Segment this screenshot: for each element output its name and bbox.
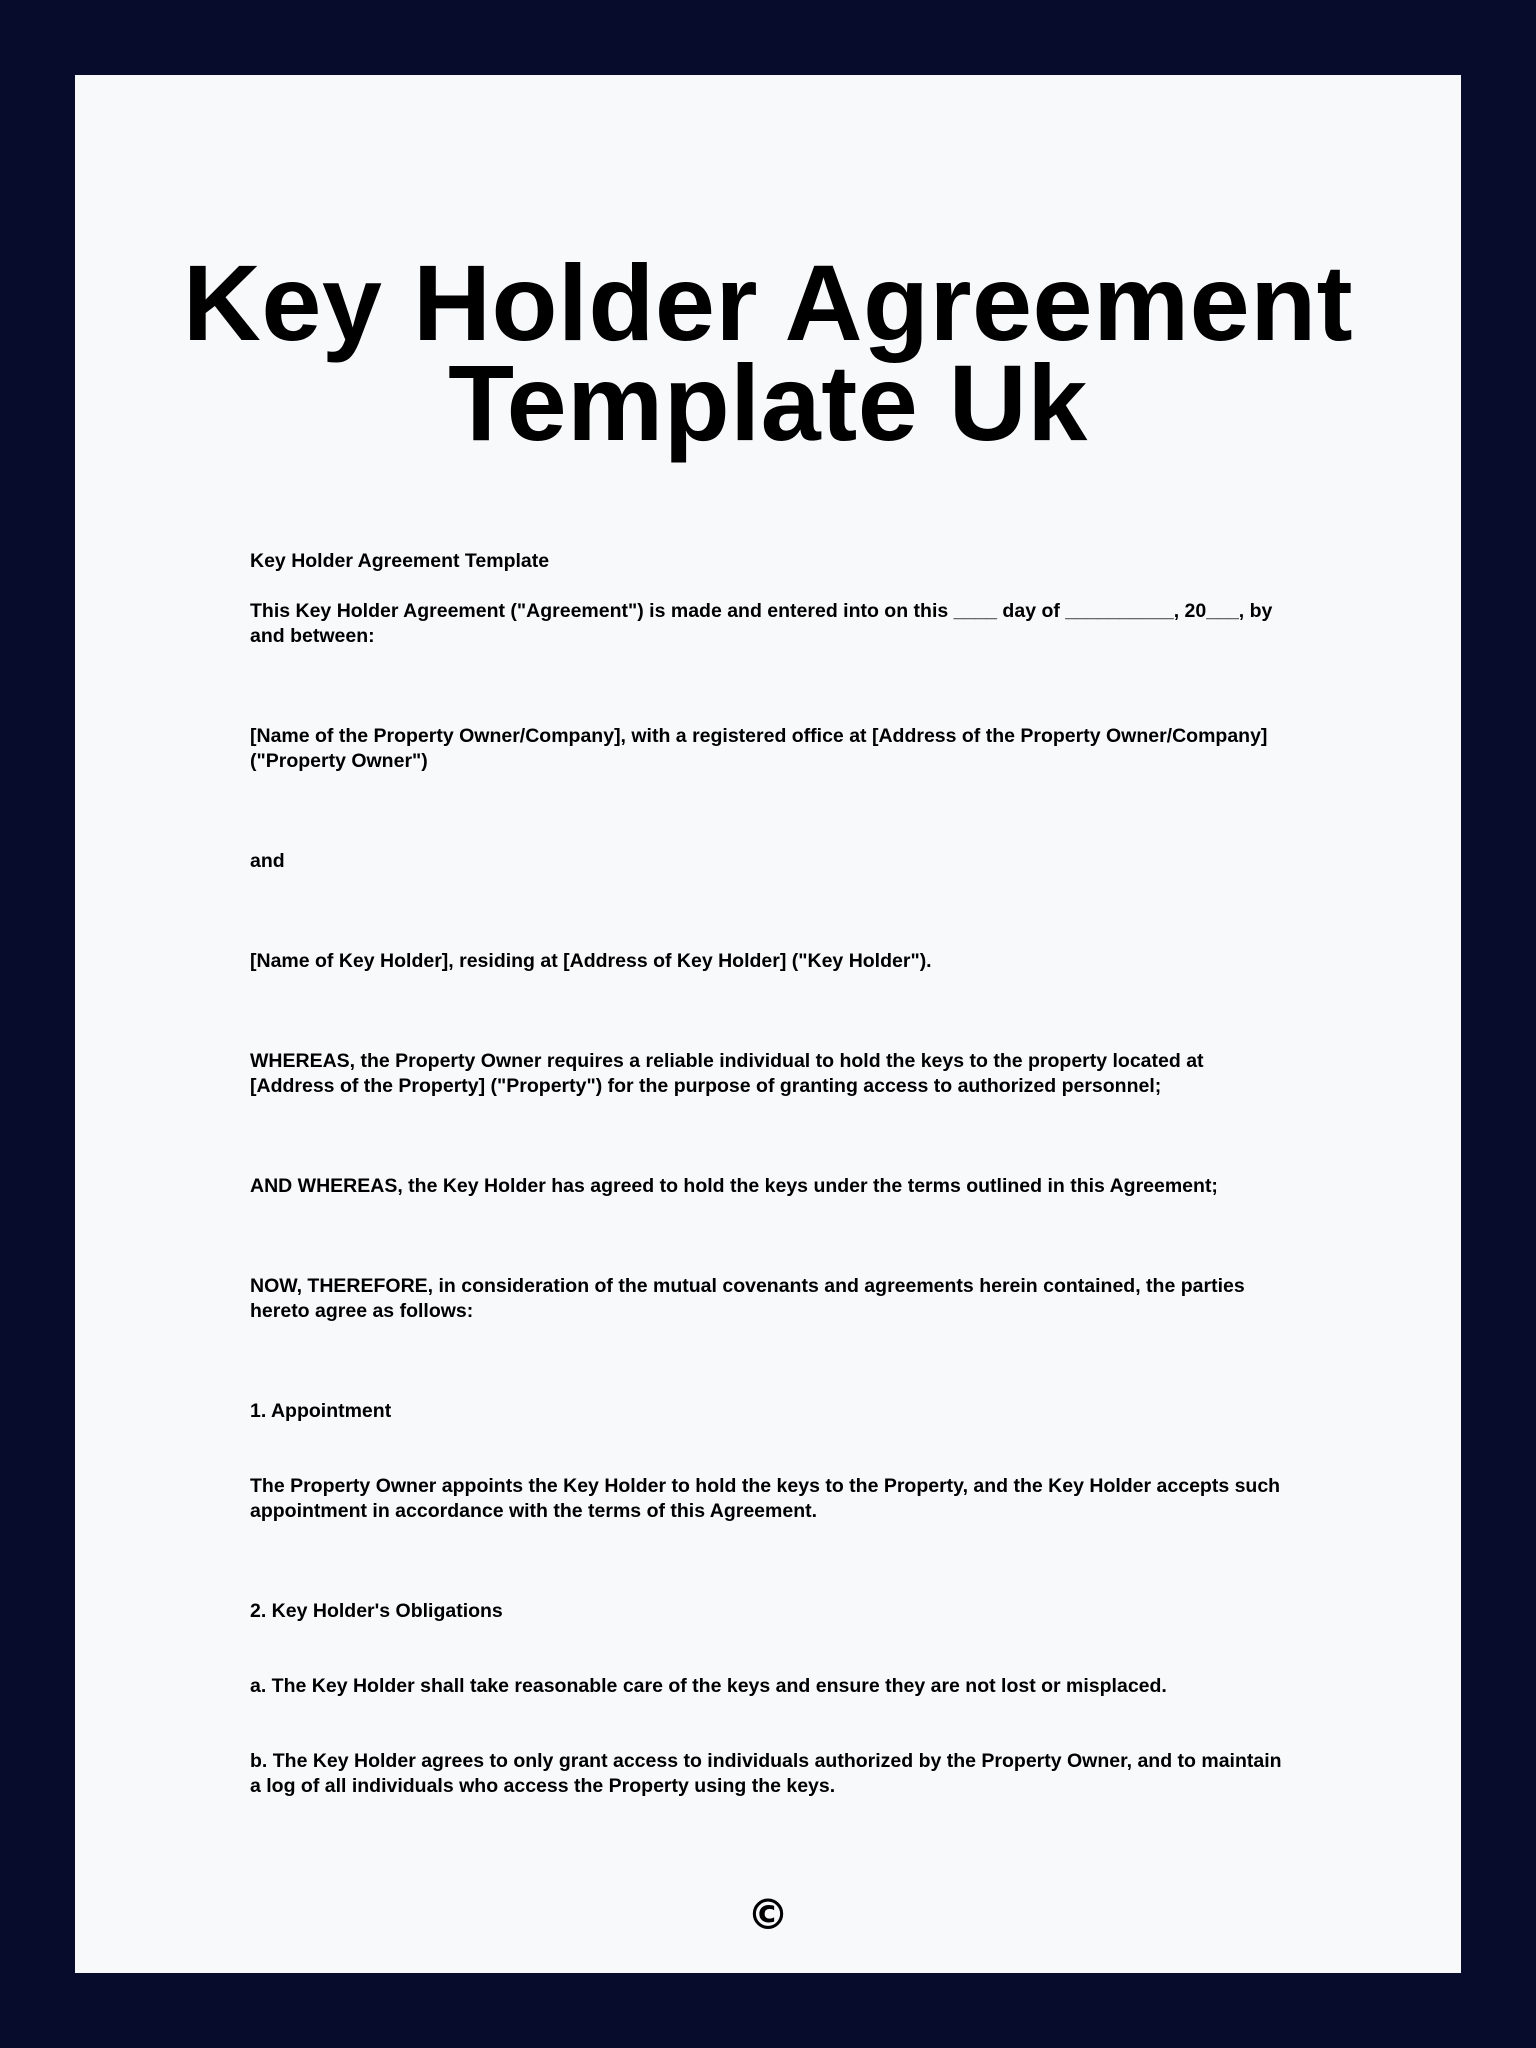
whereas-paragraph: WHEREAS, the Property Owner requires a reliable individual to hold the keys to the property located at [Address of the Property] ("Property") for the purpose of granting access to authorized personnel; bbox=[250, 1050, 1204, 1097]
party-owner-paragraph: [Name of the Property Owner/Company], with a registered office at [Address of the Property Owner/Company] ("Property Owner") bbox=[250, 725, 1268, 772]
section-1-heading: 1. Appointment bbox=[250, 1400, 392, 1422]
section-2b-paragraph: b. The Key Holder agrees to only grant access to individuals authorized by the Property Owner, and to maintain a log of all individuals who access the Property using the keys. bbox=[250, 1750, 1282, 1797]
document-page bbox=[75, 75, 1461, 1973]
section-2a-paragraph: a. The Key Holder shall take reasonable care of the keys and ensure they are not lost or misplaced. bbox=[250, 1675, 1167, 1697]
section-1-paragraph: The Property Owner appoints the Key Holder to hold the keys to the Property, and the Key Holder accepts such appointment in accordance with the terms of this Agreement. bbox=[250, 1475, 1281, 1522]
subtitle-paragraph: Key Holder Agreement Template bbox=[250, 550, 550, 572]
copyright-icon: © bbox=[747, 1890, 789, 1939]
and-paragraph: and bbox=[250, 850, 285, 872]
section-2-heading: 2. Key Holder's Obligations bbox=[250, 1600, 503, 1622]
title-line-2: Template Uk bbox=[448, 342, 1088, 463]
document-title bbox=[75, 242, 1461, 463]
intro-paragraph: This Key Holder Agreement ("Agreement") is made and entered into on this ____ day of __________, 20___, by and between: bbox=[250, 600, 1273, 647]
and-whereas-paragraph: AND WHEREAS, the Key Holder has agreed to hold the keys under the terms outlined in this Agreement; bbox=[250, 1175, 1218, 1197]
title-line-1: Key Holder Agreement bbox=[182, 242, 1354, 363]
party-keyholder-paragraph: [Name of Key Holder], residing at [Address of Key Holder] ("Key Holder"). bbox=[250, 950, 932, 972]
now-therefore-paragraph: NOW, THEREFORE, in consideration of the mutual covenants and agreements herein contained, the parties hereto agree as follows: bbox=[250, 1275, 1245, 1322]
